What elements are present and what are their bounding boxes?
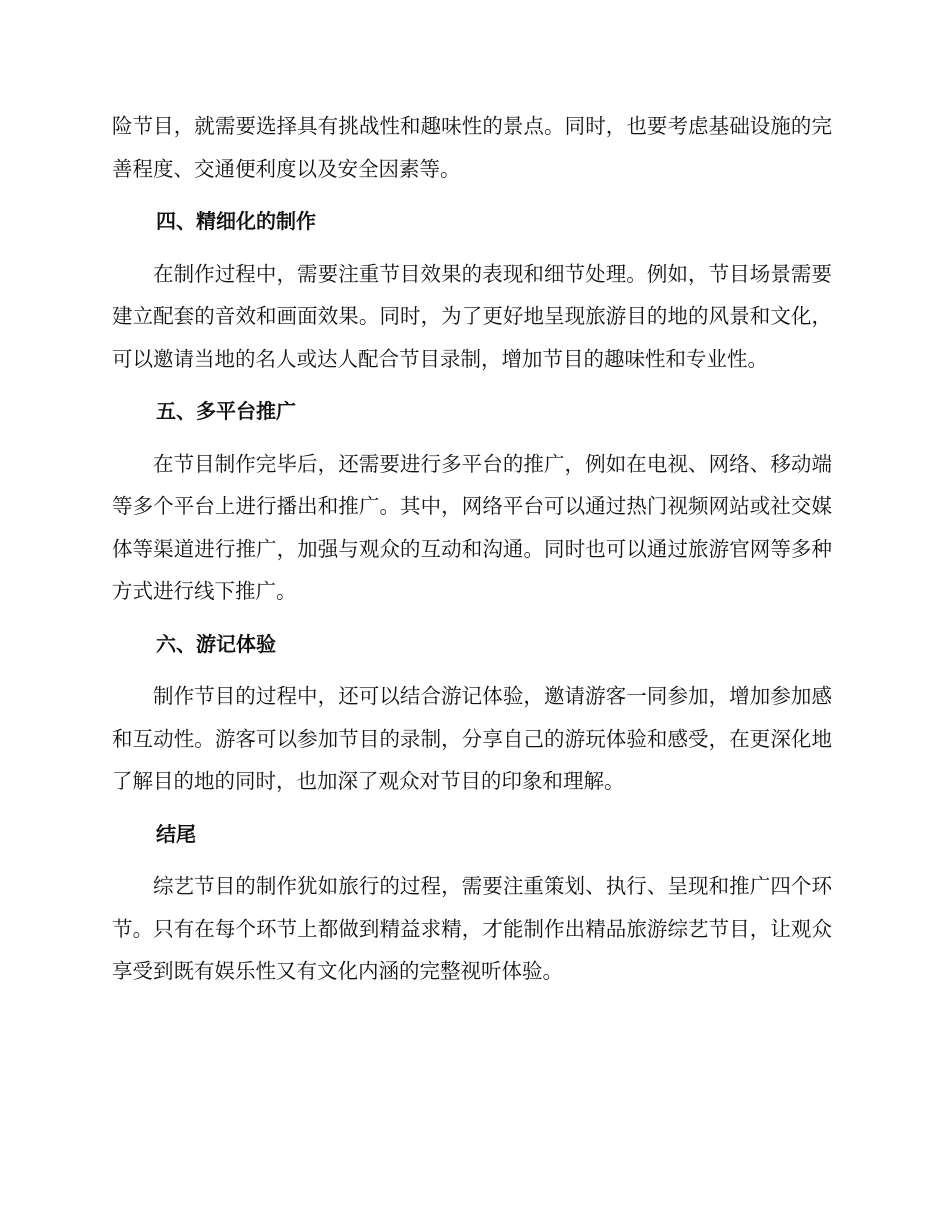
section-heading-6: 六、游记体验	[156, 631, 276, 656]
paragraph-section-5: 在节目制作完毕后，还需要进行多平台的推广，例如在电视、网络、移动端等多个平台上进行播出和推广。其中，网络平台可以通过热门视频网站或社交媒体等渠道进行推广，加强与观众的互动和沟通。同时也可以通过旅游官网等多种方式进行线下推广。	[112, 451, 832, 603]
paragraph-intro-continued: 险节目，就需要选择具有挑战性和趣味性的景点。同时，也要考虑基础设施的完善程度、交通便利度以及安全因素等。	[112, 114, 832, 181]
section-heading-4: 四、精细化的制作	[156, 209, 316, 233]
paragraph-section-6: 制作节目的过程中，还可以结合游记体验，邀请游客一同参加，增加参加感和互动性。游客可以参加节目的录制，分享自己的游玩体验和感受，在更深化地了解目的地的同时，也加深了观众对节目的印象和理解。	[112, 684, 832, 793]
paragraph-conclusion: 综艺节目的制作犹如旅行的过程，需要注重策划、执行、呈现和推广四个环节。只有在每个环节上都做到精益求精，才能制作出精品旅游综艺节目，让观众享受到既有娱乐性又有文化内涵的完整视听体验。	[112, 874, 832, 983]
document-body	[112, 105, 832, 993]
paragraph-section-4: 在制作过程中，需要注重节目效果的表现和细节处理。例如，节目场景需要建立配套的音效和画面效果。同时，为了更好地呈现旅游目的地的风景和文化，可以邀请当地的名人或达人配合节目录制，增加节目的趣味性和专业性。	[112, 261, 832, 371]
section-heading-5: 五、多平台推广	[156, 399, 296, 423]
section-heading-conclusion: 结尾	[156, 821, 196, 846]
